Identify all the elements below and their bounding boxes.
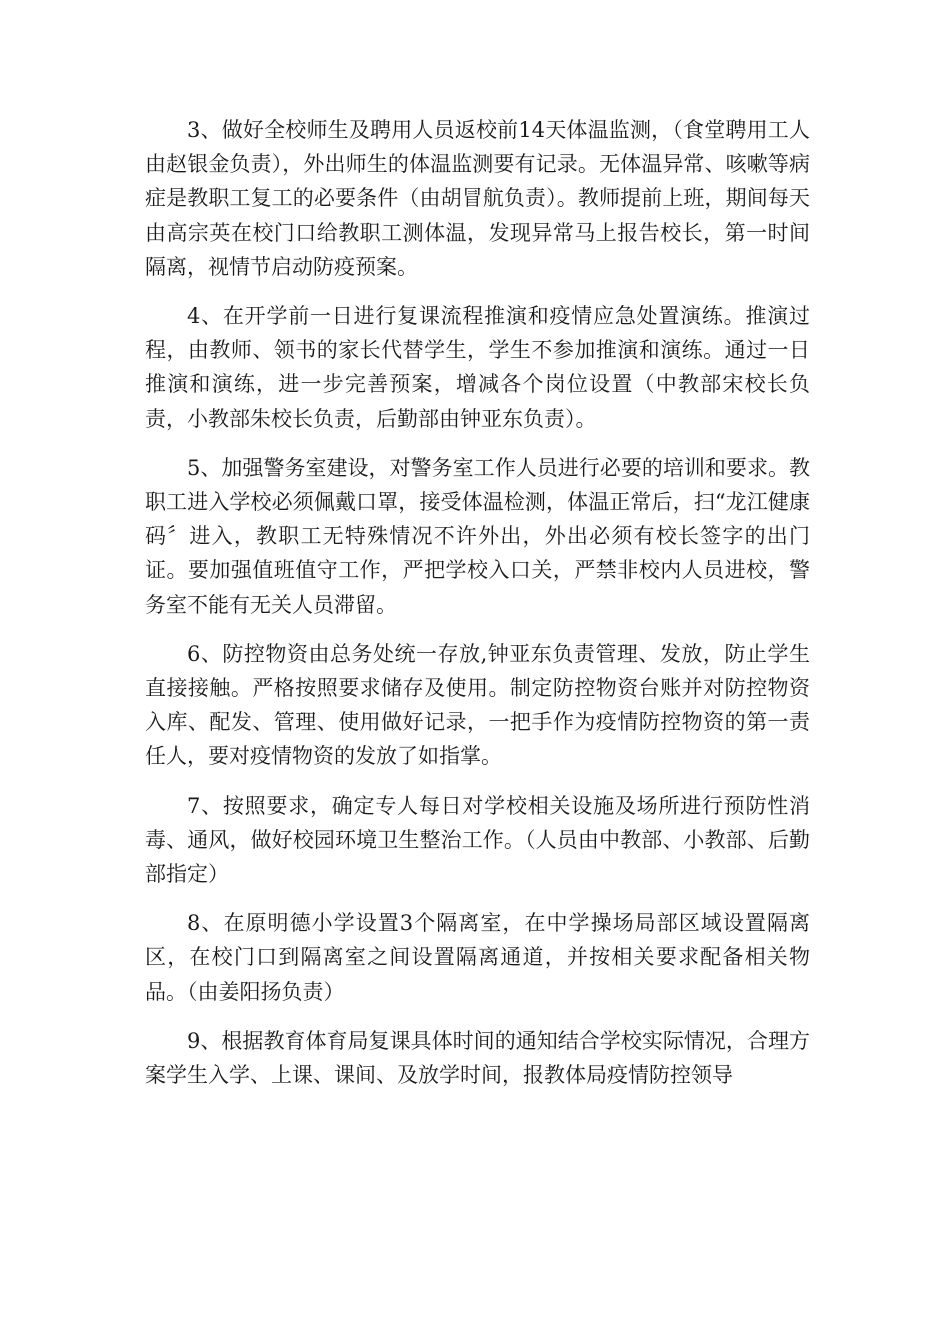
paragraph-item-3: 3、做好全校师生及聘用人员返校前14天体温监测，（食堂聘用工人由赵银金负责），外出师生的体温监测要有记录。无体温异常、咳嗽等病症是教职工复工的必要条件（由胡冒航负责）。教师提前上班，期间每天由高宗英在校门口给教职工测体温，发现异常马上报告校长，第一时间隔离，视情节启动防疫预案。 xyxy=(145,118,810,279)
document-body xyxy=(145,113,810,1107)
paragraph-item-5: 5、加强警务室建设，对警务室工作人员进行必要的培训和要求。教职工进入学校必须佩戴口罩，接受体温检测，体温正常后，扫“龙江健康码〞进入，教职工无特殊情况不许外出，外出必须有校长签字的出门证。要加强值班值守工作，严把学校入口关，严禁非校内人员进校，警务室不能有无关人员滞留。 xyxy=(145,455,810,617)
paragraph-item-7: 7、按照要求，确定专人每日对学校相关设施及场所进行预防性消毒、通风，做好校园环境卫生整治工作。（人员由中教部、小教部、后勤部指定） xyxy=(145,793,810,887)
paragraph-item-4: 4、在开学前一日进行复课流程推演和疫情应急处置演练。推演过程，由教师、领书的家长代替学生，学生不参加推演和演练。通过一日推演和演练，进一步完善预案，增减各个岗位设置（中教部宋校长负责，小教部朱校长负责，后勤部由钟亚东负责）。 xyxy=(145,304,810,431)
paragraph-item-6: 6、防控物资由总务处统一存放,钟亚东负责管理、发放，防止学生直接接触。严格按照要求储存及使用。制定防控物资台账并对防控物资入库、配发、管理、使用做好记录，一把手作为疫情防控物资的第一责任人，要对疫情物资的发放了如指掌。 xyxy=(145,641,810,769)
paragraph-item-9: 9、根据教育体育局复课具体时间的通知结合学校实际情况，合理方案学生入学、上课、课间、及放学时间，报教体局疫情防控领导 xyxy=(145,1028,810,1088)
paragraph-item-8: 8、在原明德小学设置3个隔离室，在中学操场局部区域设置隔离区，在校门口到隔离室之间设置隔离通道，并按相关要求配备相关物品。（由姜阳扬负责） xyxy=(145,911,810,1004)
